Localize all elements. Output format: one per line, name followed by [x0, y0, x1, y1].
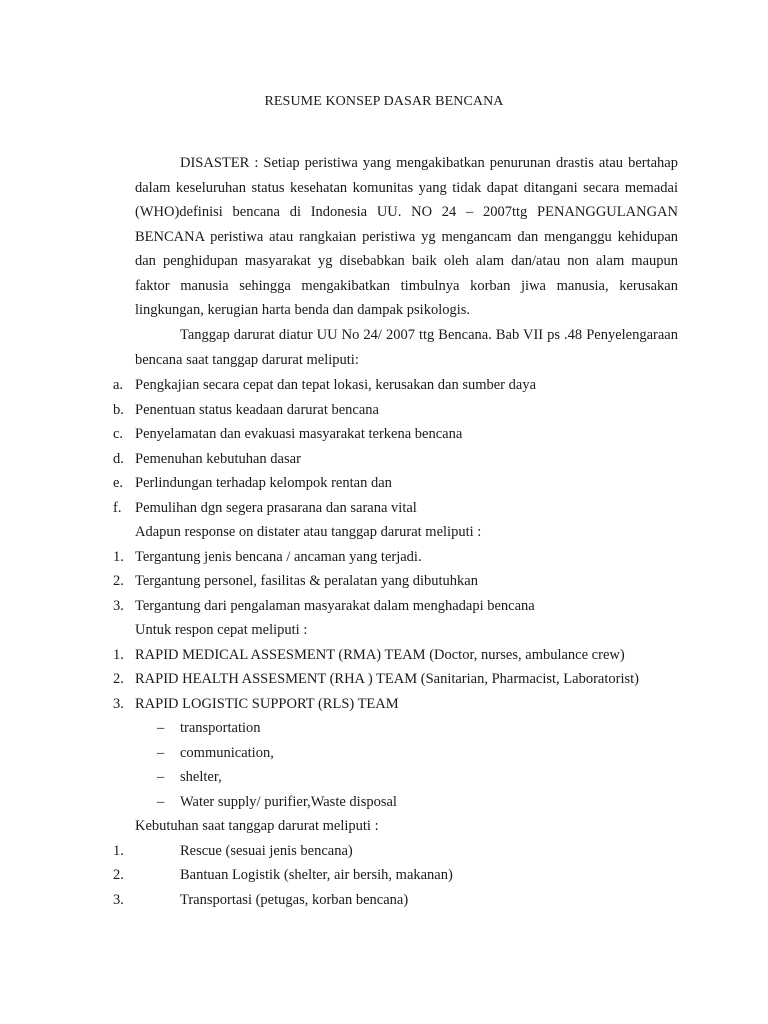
dash-marker: – [157, 769, 165, 785]
paragraph-disaster-definition [135, 151, 678, 323]
list-item-text: Tergantung personel, fasilitas & peralatan yang dibutuhkan [135, 573, 478, 589]
list-marker: f. [113, 499, 122, 516]
list-item-text: Rescue (sesuai jenis bencana) [180, 842, 353, 859]
list-marker: c. [113, 426, 124, 442]
list-item-text: Bantuan Logistik (shelter, air bersih, makanan) [180, 867, 453, 883]
list-marker: 3. [113, 597, 124, 614]
list-item-text: Transportasi (petugas, korban bencana) [180, 891, 409, 908]
list-marker: 3. [113, 891, 124, 908]
list-marker: e. [113, 475, 124, 491]
rapid-response-intro: Untuk respon cepat meliputi : [135, 622, 308, 638]
list-marker: 2. [113, 671, 124, 687]
paragraph-tanggap-text: Tanggap darurat diatur UU No 24/ 2007 ttg Bencana. Bab VII ps .48 Penyelengaraan bencana saat tanggap darurat meliputi: [135, 327, 678, 368]
list-marker: 1. [113, 548, 124, 565]
list-marker: 1. [113, 646, 124, 663]
list-marker: 3. [113, 695, 124, 712]
list-marker: 1. [113, 842, 124, 859]
list-marker: 2. [113, 573, 124, 589]
list-item-text: Water supply/ purifier,Waste disposal [180, 793, 397, 810]
needs-intro: Kebutuhan saat tanggap darurat meliputi : [135, 818, 379, 834]
list-marker: 2. [113, 867, 124, 883]
list-item-text: RAPID HEALTH ASSESMENT (RHA ) TEAM (Sanitarian, Pharmacist, Laboratorist) [135, 671, 639, 687]
list-item-text: Pemenuhan kebutuhan dasar [135, 450, 301, 467]
list-item-text: Tergantung jenis bencana / ancaman yang terjadi. [135, 548, 422, 565]
response-intro: Adapun response on distater atau tanggap darurat meliputi : [135, 524, 482, 540]
paragraph-tanggap-darurat [135, 323, 678, 372]
list-item-text: Penentuan status keadaan darurat bencana [135, 401, 379, 418]
list-item-text: transportation [180, 720, 261, 736]
dash-marker: – [157, 744, 165, 761]
list-marker: a. [113, 377, 124, 393]
paragraph-disaster-text: DISASTER : Setiap peristiwa yang mengakibatkan penurunan drastis atau bertahap dalam keseluruhan status kesehatan komunitas yang tidak dapat ditangani secara memadai (WHO)definisi bencana di Indonesia UU. NO 24 – 2007ttg PENANGGULANGAN BENCANA peristiwa atau rangkaian peristiwa yg mengancam dan menganggu kehidupan dan penghidupan masyarakat yg disebabkan baik oleh alam dan/atau non alam maupun faktor manusia sehingga mengakibatkan timbulnya korban jiwa manusia, kerusakan lingkungan, kerugian harta benda dan dampak psikologis. [135, 155, 678, 318]
list-item-text: Penyelamatan dan evakuasi masyarakat terkena bencana [135, 426, 463, 442]
document-title: RESUME KONSEP DASAR BENCANA [264, 94, 504, 109]
list-item-text: shelter, [180, 769, 222, 785]
list-item-text: Pemulihan dgn segera prasarana dan sarana vital [135, 499, 417, 516]
dash-marker: – [157, 720, 165, 736]
list-item-text: Perlindungan terhadap kelompok rentan dan [135, 475, 392, 491]
list-item-text: Pengkajian secara cepat dan tepat lokasi, kerusakan dan sumber daya [135, 377, 537, 393]
list-item-text: Tergantung dari pengalaman masyarakat dalam menghadapi bencana [135, 597, 535, 614]
list-item-text: RAPID LOGISTIC SUPPORT (RLS) TEAM [135, 695, 399, 712]
list-item-text: RAPID MEDICAL ASSESMENT (RMA) TEAM (Doctor, nurses, ambulance crew) [135, 646, 625, 663]
dash-marker: – [157, 793, 165, 810]
list-item-text: communication, [180, 744, 274, 761]
list-marker: b. [113, 401, 124, 418]
list-marker: d. [113, 450, 124, 467]
